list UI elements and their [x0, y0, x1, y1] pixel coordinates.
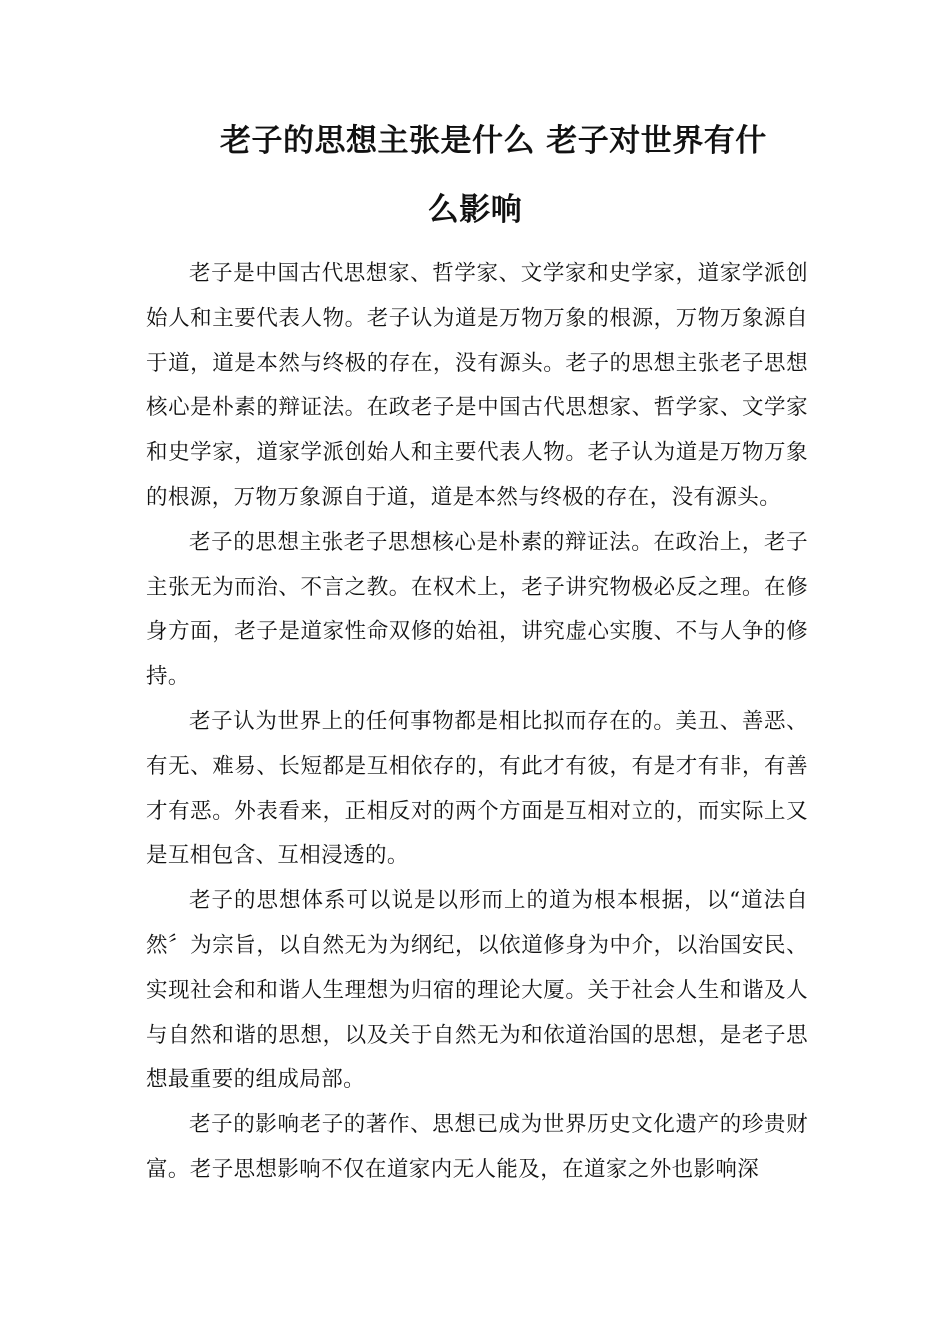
document-title-line-2: 么影响	[427, 192, 523, 228]
document-body	[146, 252, 808, 1193]
paragraph: 老子是中国古代思想家、哲学家、文学家和史学家，道家学派创始人和主要代表人物。老子认为道是万物万象的根源，万物万象源自于道，道是本然与终极的存在，没有源头。老子的思想主张老子思想核心是朴素的辩证法。在政老子是中国古代思想家、哲学家、文学家和史学家，道家学派创始人和主要代表人物。老子认为道是万物万象的根源，万物万象源自于道，道是本然与终极的存在，没有源头。	[146, 261, 808, 510]
paragraph: 老子的思想体系可以说是以形而上的道为根本根据，以“道法自然〞为宗旨，以自然无为为纲纪，以依道修身为中介，以治国安民、实现社会和和谐人生理想为归宿的理论大厦。关于社会人生和谐及人与自然和谐的思想，以及关于自然无为和依道治国的思想，是老子思想最重要的组成局部。	[146, 888, 808, 1093]
paragraph: 老子的思想主张老子思想核心是朴素的辩证法。在政治上，老子主张无为而治、不言之教。在权术上，老子讲究物极必反之理。在修身方面，老子是道家性命双修的始祖，讲究虚心实腹、不与人争的修持。	[146, 529, 808, 690]
paragraph: 老子认为世界上的任何事物都是相比拟而存在的。美丑、善恶、有无、难易、长短都是互相依存的，有此才有彼，有是才有非，有善才有恶。外表看来，正相反对的两个方面是互相对立的，而实际上又是互相包含、互相浸透的。	[146, 708, 808, 869]
document-title-line-1: 老子的思想主张是什么 老子对世界有什	[220, 123, 767, 159]
paragraph: 老子的影响老子的著作、思想已成为世界历史文化遗产的珍贵财富。老子思想影响不仅在道家内无人能及，在道家之外也影响深	[146, 1112, 808, 1182]
